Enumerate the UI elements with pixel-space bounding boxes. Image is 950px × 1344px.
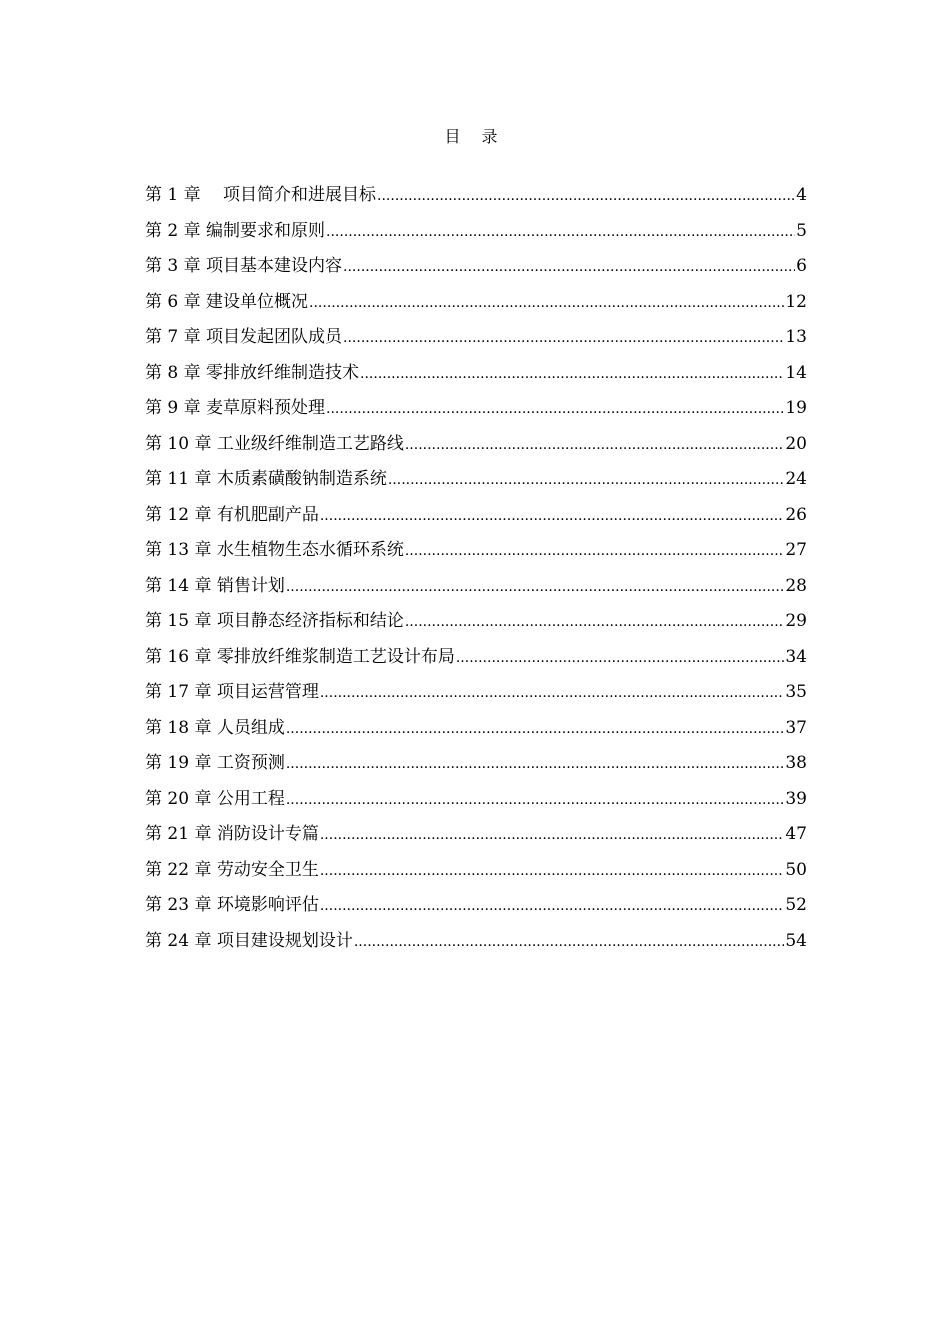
- toc-entry-page: 35: [785, 682, 807, 702]
- toc-entry[interactable]: [145, 433, 807, 469]
- toc-entry-page: 37: [785, 717, 807, 738]
- toc-entry[interactable]: [145, 575, 807, 611]
- toc-dot-leader: [320, 824, 785, 846]
- toc-dot-leader: [326, 398, 784, 420]
- toc-entry-label: 第 1 章 项目简介和进展目标: [145, 185, 377, 205]
- toc-entry-page: 19: [785, 398, 807, 418]
- toc-entry[interactable]: [145, 468, 807, 504]
- toc-entry-page: 6: [796, 256, 807, 276]
- toc-list: [145, 184, 807, 965]
- toc-entry-page: 14: [785, 362, 807, 383]
- toc-dot-leader: [405, 540, 785, 562]
- toc-entry-label: 第 13 章 水生植物生态水循环系统: [145, 540, 404, 560]
- toc-entry-label: 第 14 章 销售计划: [145, 575, 285, 596]
- toc-entry-label: 第 2 章 编制要求和原则: [145, 220, 326, 241]
- toc-entry[interactable]: [145, 681, 807, 717]
- toc-entry-label: 第 12 章 有机肥副产品: [145, 504, 319, 525]
- toc-entry-label: 第 9 章 麦草原料预处理: [145, 398, 326, 418]
- toc-entry[interactable]: [145, 255, 807, 291]
- toc-entry-page: 12: [785, 291, 807, 312]
- toc-entry-page: 13: [785, 327, 807, 347]
- toc-dot-leader: [354, 931, 785, 953]
- toc-entry-page: 28: [785, 575, 807, 596]
- toc-entry-label: 第 11 章 木质素磺酸钠制造系统: [145, 469, 387, 489]
- toc-entry-label: 第 10 章 工业级纤维制造工艺路线: [145, 433, 404, 454]
- toc-dot-leader: [320, 860, 785, 882]
- toc-entry[interactable]: [145, 184, 807, 220]
- toc-entry-label: 第 6 章 建设单位概况: [145, 291, 309, 312]
- toc-dot-leader: [286, 576, 785, 598]
- toc-entry-label: 第 23 章 环境影响评估: [145, 895, 319, 915]
- toc-entry-label: 第 22 章 劳动安全卫生: [145, 859, 319, 880]
- toc-entry[interactable]: [145, 859, 807, 895]
- toc-entry[interactable]: [145, 788, 807, 824]
- toc-entry-page: 39: [785, 788, 807, 809]
- toc-entry-page: 5: [796, 220, 807, 241]
- toc-entry-label: 第 8 章 零排放纤维制造技术: [145, 362, 360, 383]
- toc-entry-label: 第 17 章 项目运营管理: [145, 682, 319, 702]
- toc-entry[interactable]: [145, 646, 807, 682]
- toc-dot-leader: [343, 256, 795, 278]
- toc-entry[interactable]: [145, 326, 807, 362]
- toc-entry[interactable]: [145, 894, 807, 930]
- toc-dot-leader: [343, 327, 784, 349]
- toc-entry[interactable]: [145, 362, 807, 398]
- toc-entry-page: 29: [785, 611, 807, 631]
- toc-entry-page: 24: [785, 469, 807, 489]
- toc-entry-label: 第 21 章 消防设计专篇: [145, 824, 319, 844]
- toc-entry-page: 50: [785, 859, 807, 880]
- toc-entry-page: 34: [785, 646, 807, 667]
- toc-entry-page: 54: [785, 930, 807, 951]
- toc-entry[interactable]: [145, 539, 807, 575]
- toc-dot-leader: [320, 895, 785, 917]
- toc-entry[interactable]: [145, 504, 807, 540]
- toc-entry[interactable]: [145, 752, 807, 788]
- toc-entry-page: 47: [785, 824, 807, 844]
- toc-entry[interactable]: [145, 930, 807, 966]
- toc-dot-leader: [320, 505, 785, 527]
- toc-entry-label: 第 15 章 项目静态经济指标和结论: [145, 611, 404, 631]
- toc-entry-page: 52: [785, 895, 807, 915]
- toc-dot-leader: [326, 221, 795, 243]
- toc-entry-label: 第 18 章 人员组成: [145, 717, 285, 738]
- toc-entry[interactable]: [145, 397, 807, 433]
- toc-title: 目 录: [444, 127, 506, 146]
- toc-entry-page: 27: [785, 540, 807, 560]
- toc-dot-leader: [405, 611, 785, 633]
- toc-dot-leader: [286, 718, 785, 740]
- toc-dot-leader: [286, 753, 785, 775]
- toc-dot-leader: [320, 682, 785, 704]
- toc-entry[interactable]: [145, 823, 807, 859]
- toc-entry-label: 第 3 章 项目基本建设内容: [145, 256, 343, 276]
- toc-entry-page: 26: [785, 504, 807, 525]
- toc-entry-page: 20: [785, 433, 807, 454]
- toc-entry-label: 第 24 章 项目建设规划设计: [145, 930, 353, 951]
- toc-entry-page: 38: [785, 753, 807, 773]
- toc-dot-leader: [388, 469, 785, 491]
- toc-entry[interactable]: [145, 717, 807, 753]
- toc-dot-leader: [377, 185, 795, 207]
- toc-entry-page: 4: [796, 185, 807, 205]
- toc-dot-leader: [360, 363, 784, 385]
- toc-entry[interactable]: [145, 291, 807, 327]
- toc-entry-label: 第 16 章 零排放纤维浆制造工艺设计布局: [145, 646, 455, 667]
- toc-dot-leader: [286, 789, 785, 811]
- toc-entry-label: 第 7 章 项目发起团队成员: [145, 327, 343, 347]
- toc-entry-label: 第 19 章 工资预测: [145, 753, 285, 773]
- toc-entry[interactable]: [145, 220, 807, 256]
- toc-dot-leader: [405, 434, 785, 456]
- toc-dot-leader: [309, 292, 784, 314]
- toc-entry-label: 第 20 章 公用工程: [145, 788, 285, 809]
- toc-entry[interactable]: [145, 610, 807, 646]
- toc-dot-leader: [456, 647, 785, 669]
